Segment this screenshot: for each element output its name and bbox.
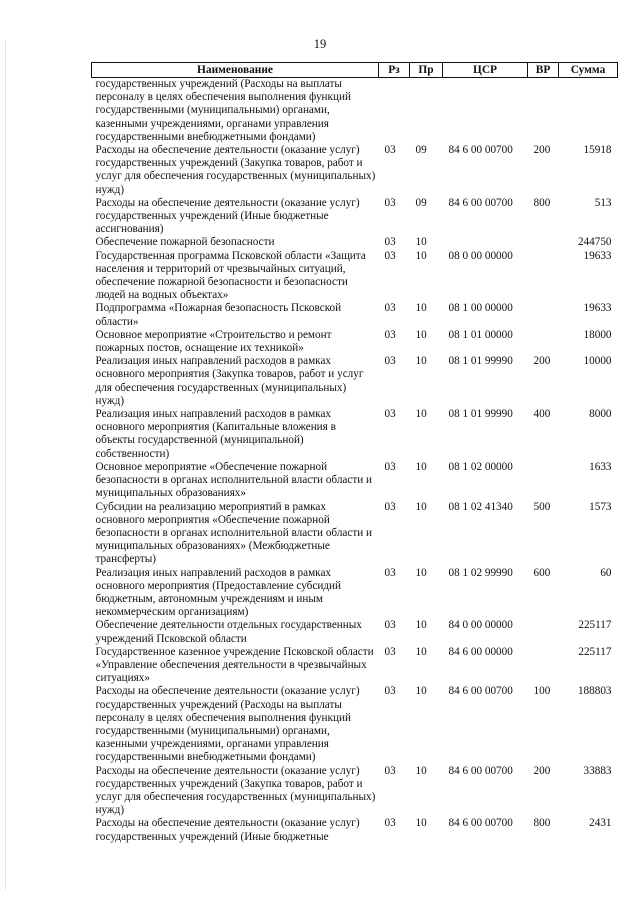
row-sum: 513 — [594, 196, 612, 209]
row-csr — [443, 236, 528, 249]
row-vr — [528, 302, 559, 328]
table-row — [92, 329, 618, 355]
row-sum: 2431 — [589, 817, 612, 830]
row-sum: 15918 — [583, 144, 612, 157]
row-pr: 10 — [415, 619, 427, 632]
row-rz: 03 — [384, 249, 396, 262]
row-csr: 84 6 00 00700 — [448, 685, 513, 698]
row-pr: 10 — [415, 685, 427, 698]
table-row — [92, 144, 618, 197]
table-header — [92, 63, 618, 78]
row-vr: 100 — [533, 685, 551, 698]
table-row — [92, 646, 618, 686]
table-row — [92, 78, 618, 145]
row-csr: 08 1 02 99990 — [448, 566, 513, 579]
row-rz: 03 — [384, 645, 396, 658]
table-row — [92, 501, 618, 567]
row-sum: 60 — [600, 566, 612, 579]
row-vr — [528, 646, 559, 686]
row-csr: 84 6 00 00700 — [448, 764, 513, 777]
row-sum: 18000 — [583, 328, 612, 341]
row-csr: 08 1 01 99990 — [448, 355, 513, 368]
row-rz: 03 — [384, 302, 396, 315]
row-rz: 03 — [384, 236, 396, 249]
row-rz: 03 — [384, 500, 396, 513]
table-row — [92, 197, 618, 237]
row-vr: 200 — [533, 355, 551, 368]
row-csr: 84 6 00 00700 — [448, 144, 513, 157]
row-pr: 10 — [415, 249, 427, 262]
row-pr: 10 — [415, 236, 427, 249]
row-name: Основное мероприятие «Обеспечение пожарной безопасности в органах исполнительной власти области и муниципальных образованиях» — [95, 460, 373, 500]
row-sum: 19633 — [583, 302, 612, 315]
table-row — [92, 302, 618, 328]
row-rz: 03 — [384, 817, 396, 830]
row-pr: 10 — [415, 460, 427, 473]
row-name: Государственная программа Псковской области «Защита населения и территорий от чрезвычайных ситуаций, обеспечение пожарной безопасности и безопасности людей на водных объектах» — [95, 249, 366, 302]
row-vr — [528, 461, 559, 501]
row-sum: 1573 — [589, 500, 612, 513]
row-vr — [528, 329, 559, 355]
row-rz: 03 — [384, 764, 396, 777]
row-sum: 244750 — [577, 236, 612, 249]
row-csr — [443, 78, 528, 145]
row-pr: 10 — [415, 355, 427, 368]
row-name: Расходы на обеспечение деятельности (оказание услуг) государственных учреждений (Иные бюджетные ассигнования) — [95, 196, 360, 236]
row-name: Расходы на обеспечение деятельности (оказание услуг) государственных учреждений (Расходы на выплаты персоналу в целях обеспечения выполнения функций государственными (муниципальными) органами, казенными учреждениями, органами управления государственными внебюджетными фондами) — [95, 685, 360, 764]
row-csr: 08 1 00 00000 — [448, 302, 513, 315]
row-name: Реализация иных направлений расходов в рамках основного мероприятия (Капитальные вложения в объекты государственной (муниципальной) собственности) — [95, 408, 336, 460]
table-row — [92, 355, 618, 408]
row-rz — [379, 78, 410, 145]
header-csr: ЦСР — [443, 63, 528, 78]
row-rz: 03 — [384, 408, 396, 421]
row-vr — [528, 78, 559, 145]
row-sum: 33883 — [583, 764, 612, 777]
row-rz: 03 — [384, 144, 396, 157]
row-csr: 84 6 00 00700 — [448, 196, 513, 209]
row-vr — [528, 236, 559, 249]
table-row — [92, 765, 618, 818]
row-sum: 10000 — [583, 355, 612, 368]
row-rz: 03 — [384, 355, 396, 368]
row-name: Основное мероприятие «Строительство и ремонт пожарных постов, оснащение их техникой» — [95, 328, 332, 355]
row-sum — [559, 78, 618, 145]
row-csr: 08 0 00 00000 — [448, 249, 513, 262]
row-sum: 8000 — [589, 408, 612, 421]
row-pr: 10 — [415, 764, 427, 777]
row-name: Реализация иных направлений расходов в рамках основного мероприятия (Предоставление субсидий бюджетным, автономным учреждениям и иным некоммерческим организациям) — [95, 566, 341, 619]
row-vr: 600 — [533, 566, 551, 579]
row-rz: 03 — [384, 196, 396, 209]
table-row — [92, 461, 618, 501]
row-name: Подпрограмма «Пожарная безопасность Псковской области» — [95, 302, 342, 328]
row-sum: 225117 — [578, 619, 612, 632]
row-vr — [528, 619, 559, 645]
row-vr: 500 — [533, 500, 551, 513]
row-sum: 19633 — [583, 249, 612, 262]
row-sum: 1633 — [589, 460, 612, 473]
row-csr: 84 6 00 00700 — [448, 817, 513, 830]
row-name: Обеспечение пожарной безопасности — [95, 236, 275, 249]
row-pr: 10 — [415, 302, 427, 315]
row-csr: 08 1 01 99990 — [448, 408, 513, 421]
row-name: Расходы на обеспечение деятельности (оказание услуг) государственных учреждений (Иные бюджетные — [95, 817, 360, 843]
row-pr: 10 — [415, 566, 427, 579]
table-row — [92, 619, 618, 645]
row-vr: 800 — [533, 817, 551, 830]
row-pr: 10 — [415, 645, 427, 658]
row-name: Реализация иных направлений расходов в рамках основного мероприятия (Закупка товаров, работ и услуг для обеспечения государственных (муниципальных) нужд) — [95, 355, 364, 407]
budget-table — [91, 62, 618, 844]
row-rz: 03 — [384, 566, 396, 579]
table-row — [92, 408, 618, 461]
row-pr: 10 — [415, 408, 427, 421]
row-sum: 225117 — [578, 645, 612, 658]
table-row — [92, 250, 618, 303]
row-pr: 09 — [415, 144, 427, 157]
table-body — [92, 78, 618, 844]
row-name: Государственное казенное учреждение Псковской области «Управление обеспечения деятельности в чрезвычайных ситуациях» — [95, 645, 374, 685]
row-csr: 08 1 02 41340 — [448, 500, 513, 513]
row-rz: 03 — [384, 328, 396, 341]
header-vr: ВР — [528, 63, 559, 78]
row-vr — [528, 250, 559, 303]
row-sum: 188803 — [577, 685, 612, 698]
row-name: Расходы на обеспечение деятельности (оказание услуг) государственных учреждений (Закупка товаров, работ и услуг для обеспечения государственных (муниципальных) нужд) — [95, 144, 376, 196]
table-row — [92, 567, 618, 620]
row-pr: 10 — [415, 817, 427, 830]
row-pr: 10 — [415, 328, 427, 341]
row-csr: 08 1 02 00000 — [448, 460, 513, 473]
header-name: Наименование — [92, 63, 379, 78]
row-csr: 84 6 00 00000 — [448, 645, 513, 658]
row-csr: 08 1 01 00000 — [448, 328, 513, 341]
row-name: государственных учреждений (Расходы на выплаты персоналу в целях обеспечения выполнения функций государственными (муниципальными) органами, казенными учреждениями, органами управления государственными внебюджетными фондами) — [95, 78, 351, 143]
row-name: Расходы на обеспечение деятельности (оказание услуг) государственных учреждений (Закупка товаров, работ и услуг для обеспечения государственных (муниципальных) нужд) — [95, 764, 376, 817]
row-pr: 09 — [415, 196, 427, 209]
header-sum: Сумма — [559, 63, 618, 78]
header-rz: Рз — [379, 63, 410, 78]
row-pr — [410, 78, 443, 145]
row-name: Обеспечение деятельности отдельных государственных учреждений Псковской области — [95, 619, 362, 645]
scan-edge-line — [5, 40, 6, 890]
table-row — [92, 685, 618, 764]
table-row — [92, 236, 618, 249]
row-name: Субсидии на реализацию мероприятий в рамках основного мероприятия «Обеспечение пожарной безопасности в органах исполнительной власти области и муниципальных образованиях» (Межбюджетные трансферты) — [95, 500, 373, 566]
row-vr: 400 — [533, 408, 551, 421]
row-rz: 03 — [384, 685, 396, 698]
row-rz: 03 — [384, 619, 396, 632]
table-row — [92, 817, 618, 843]
row-csr: 84 0 00 00000 — [448, 619, 513, 632]
row-vr: 200 — [533, 764, 551, 777]
row-vr: 800 — [533, 196, 551, 209]
page-number: 19 — [313, 37, 327, 51]
row-vr: 200 — [533, 144, 551, 157]
row-rz: 03 — [384, 460, 396, 473]
row-pr: 10 — [415, 500, 427, 513]
header-pr: Пр — [410, 63, 443, 78]
